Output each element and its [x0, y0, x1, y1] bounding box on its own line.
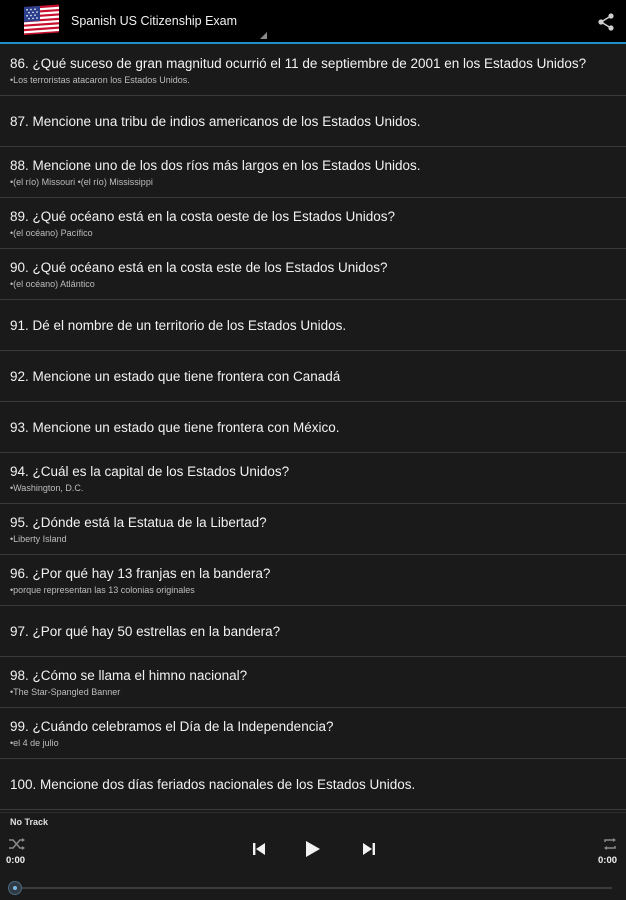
list-item[interactable]: [0, 96, 626, 147]
list-item[interactable]: [0, 300, 626, 351]
list-item[interactable]: [0, 249, 626, 300]
question-text: 96. ¿Por qué hay 13 franjas en la bandera?: [10, 565, 271, 581]
action-bar: [0, 0, 626, 44]
list-item[interactable]: [0, 657, 626, 708]
question-text: 94. ¿Cuál es la capital de los Estados Unidos?: [10, 463, 290, 479]
spinner-corner-icon: [260, 32, 267, 39]
repeat-icon[interactable]: [602, 837, 618, 856]
answer-text: •(el océano) Pacífico: [10, 227, 93, 238]
question-text: 88. Mencione uno de los dos ríos más largos en los Estados Unidos.: [10, 157, 421, 173]
answer-text: •Washington, D.C.: [10, 482, 84, 493]
seek-bar[interactable]: [14, 887, 612, 889]
list-item[interactable]: [0, 147, 626, 198]
question-text: 98. ¿Cómo se llama el himno nacional?: [10, 667, 248, 683]
question-text: 91. Dé el nombre de un territorio de los Estados Unidos.: [10, 317, 347, 333]
list-item[interactable]: [0, 606, 626, 657]
list-item[interactable]: [0, 351, 626, 402]
question-text: 100. Mencione dos días feriados nacionales de los Estados Unidos.: [10, 776, 416, 792]
question-text: 99. ¿Cuándo celebramos el Día de la Independencia?: [10, 718, 334, 734]
question-text: 89. ¿Qué océano está en la costa oeste de los Estados Unidos?: [10, 208, 395, 224]
skip-next-icon[interactable]: [362, 842, 376, 861]
question-text: 95. ¿Dónde está la Estatua de la Libertad?: [10, 514, 267, 530]
answer-text: •porque representan las 13 colonias originales: [10, 584, 195, 595]
list-item[interactable]: [0, 555, 626, 606]
answer-text: •Los terroristas atacaron los Estados Unidos.: [10, 75, 190, 85]
list-item[interactable]: [0, 504, 626, 555]
answer-text: •The Star-Spangled Banner: [10, 686, 121, 697]
list-item[interactable]: [0, 453, 626, 504]
question-text: 92. Mencione un estado que tiene frontera con Canadá: [10, 368, 341, 384]
list-item[interactable]: [0, 402, 626, 453]
question-text: 87. Mencione una tribu de indios americanos de los Estados Unidos.: [10, 113, 421, 129]
question-list[interactable]: [0, 46, 626, 812]
play-icon[interactable]: [305, 840, 321, 863]
question-text: 90. ¿Qué océano está en la costa este de los Estados Unidos?: [10, 259, 388, 275]
share-icon[interactable]: [596, 12, 616, 32]
list-item[interactable]: [0, 46, 626, 96]
duration-time: 0:00: [598, 855, 618, 866]
list-item[interactable]: [0, 759, 626, 810]
answer-text: •el 4 de julio: [10, 737, 59, 748]
us-flag-icon[interactable]: [24, 4, 59, 38]
answer-text: •(el río) Missouri •(el río) Mississippi: [10, 176, 153, 187]
app-title: Spanish US Citizenship Exam: [71, 14, 238, 28]
app-title-spinner[interactable]: [71, 0, 261, 43]
seek-thumb[interactable]: [8, 881, 22, 895]
list-item[interactable]: [0, 708, 626, 759]
list-item[interactable]: [0, 198, 626, 249]
question-text: 97. ¿Por qué hay 50 estrellas en la bandera?: [10, 623, 281, 639]
answer-text: •Liberty Island: [10, 533, 67, 544]
skip-previous-icon[interactable]: [252, 842, 266, 861]
track-title: No Track: [10, 817, 49, 827]
question-text: 86. ¿Qué suceso de gran magnitud ocurrió el 11 de septiembre de 2001 en los Estados Unidos?: [10, 56, 587, 71]
elapsed-time: 0:00: [6, 855, 26, 866]
shuffle-icon[interactable]: [8, 837, 26, 856]
media-player: [0, 812, 626, 900]
answer-text: •(el océano) Atlántico: [10, 278, 95, 289]
question-text: 93. Mencione un estado que tiene frontera con México.: [10, 419, 340, 435]
